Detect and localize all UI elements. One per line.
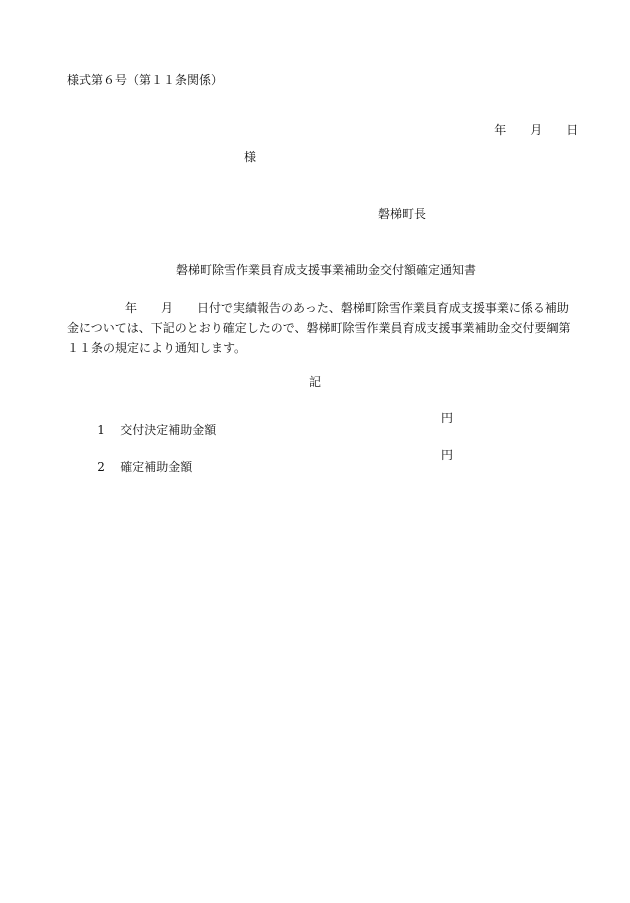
body-line-1 bbox=[67, 298, 567, 318]
issuer-name: 磐梯町長 bbox=[378, 207, 427, 221]
date-month-label: 月 bbox=[530, 123, 543, 137]
body-month-label: 月 bbox=[161, 301, 174, 315]
body-line-2: 金については、下記のとおり確定したので、磐梯町除雪作業員育成支援事業補助金交付要綱第 bbox=[67, 321, 571, 335]
addressee-honorific: 様 bbox=[244, 150, 257, 164]
form-number-label: 様式第６号（第１１条関係） bbox=[67, 73, 224, 87]
item-unit: 円 bbox=[441, 448, 454, 462]
date-year-label: 年 bbox=[494, 123, 507, 137]
body-year-label: 年 bbox=[125, 301, 138, 315]
body-paragraph bbox=[67, 298, 571, 358]
list-item bbox=[82, 412, 216, 448]
list-item bbox=[82, 449, 192, 485]
date-line bbox=[479, 112, 578, 148]
item-label: 交付決定補助金額 bbox=[120, 423, 217, 437]
item-number: 1 bbox=[97, 423, 105, 437]
ki-heading: 記 bbox=[309, 375, 322, 389]
item-unit: 円 bbox=[441, 411, 454, 425]
body-line-3: １１条の規定により通知します。 bbox=[67, 341, 247, 355]
date-day-label: 日 bbox=[566, 123, 579, 137]
item-label: 確定補助金額 bbox=[120, 460, 193, 474]
body-line-1-text: 日付で実績報告のあった、磐梯町除雪作業員育成支援事業に係る補助 bbox=[197, 301, 569, 315]
item-number: 2 bbox=[97, 460, 105, 474]
document-title: 磐梯町除雪作業員育成支援事業補助金交付額確定通知書 bbox=[176, 263, 477, 277]
